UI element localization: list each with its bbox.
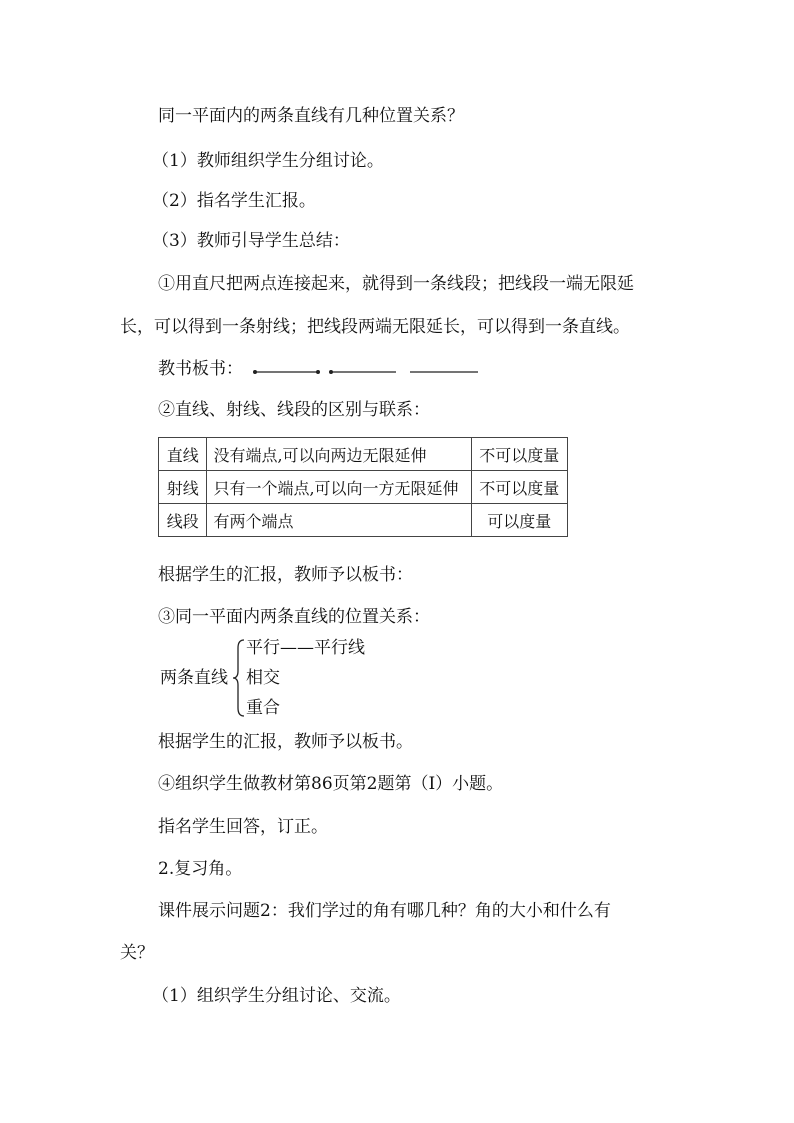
report-note-2: 根据学生的汇报，教师予以板书。 [158,732,413,752]
table-row [159,504,568,537]
relations-intro: ③同一平面内两条直线的位置关系： [158,607,430,627]
table-cell-name: 线段 [159,504,207,537]
summary-1-line-2: 长，可以得到一条射线；把线段两端无限延长，可以得到一条直线。 [120,317,630,337]
table-cell-name: 直线 [159,438,207,471]
board-label: 教书板书： [158,359,243,379]
question-1: 同一平面内的两条直线有几种位置关系？ [158,106,464,126]
line-segment-figure [253,370,320,374]
relations-root-label: 两条直线 [160,668,228,688]
discussion-step: （1）组织学生分组讨论、交流。 [152,986,401,1006]
step-1: （1）教师组织学生分组讨论。 [152,151,384,171]
left-brace-icon [232,638,246,718]
ray-figure [329,370,396,374]
table-cell-description: 有两个端点 [207,504,471,537]
comparison-table [158,437,568,537]
answer-instruction: 指名学生回答，订正。 [158,817,328,837]
summary-1-line-1: ①用直尺把两点连接起来，就得到一条线段；把线段一端无限延 [158,274,634,294]
table-cell-measure: 不可以度量 [471,438,567,471]
table-row [159,471,568,504]
report-note-1: 根据学生的汇报，教师予以板书： [158,565,413,585]
question-2-line-2: 关？ [120,943,154,963]
question-2-line-1: 课件展示问题2：我们学过的角有哪几种？角的大小和什么有 [158,901,611,921]
table-row [159,438,568,471]
step-2: （2）指名学生汇报。 [152,191,316,211]
relation-item-parallel: 平行——平行线 [246,638,365,658]
line-segment-ray-line-figures [252,363,492,377]
table-cell-description: 没有端点,可以向两边无限延伸 [207,438,471,471]
review-heading: 2.复习角。 [158,859,243,879]
comparison-intro: ②直线、射线、线段的区别与联系： [158,400,430,420]
table-cell-measure: 不可以度量 [471,471,567,504]
relation-item-coincide: 重合 [246,698,280,718]
relation-item-intersect: 相交 [246,668,280,688]
table-cell-description: 只有一个端点,可以向一方无限延伸 [207,471,471,504]
step-3: （3）教师引导学生总结： [152,231,350,251]
exercise-instruction: ④组织学生做教材第86页第2题第（Ⅰ）小题。 [158,774,504,794]
line-relations-diagram [158,634,458,720]
table-cell-name: 射线 [159,471,207,504]
table-cell-measure: 可以度量 [471,504,567,537]
